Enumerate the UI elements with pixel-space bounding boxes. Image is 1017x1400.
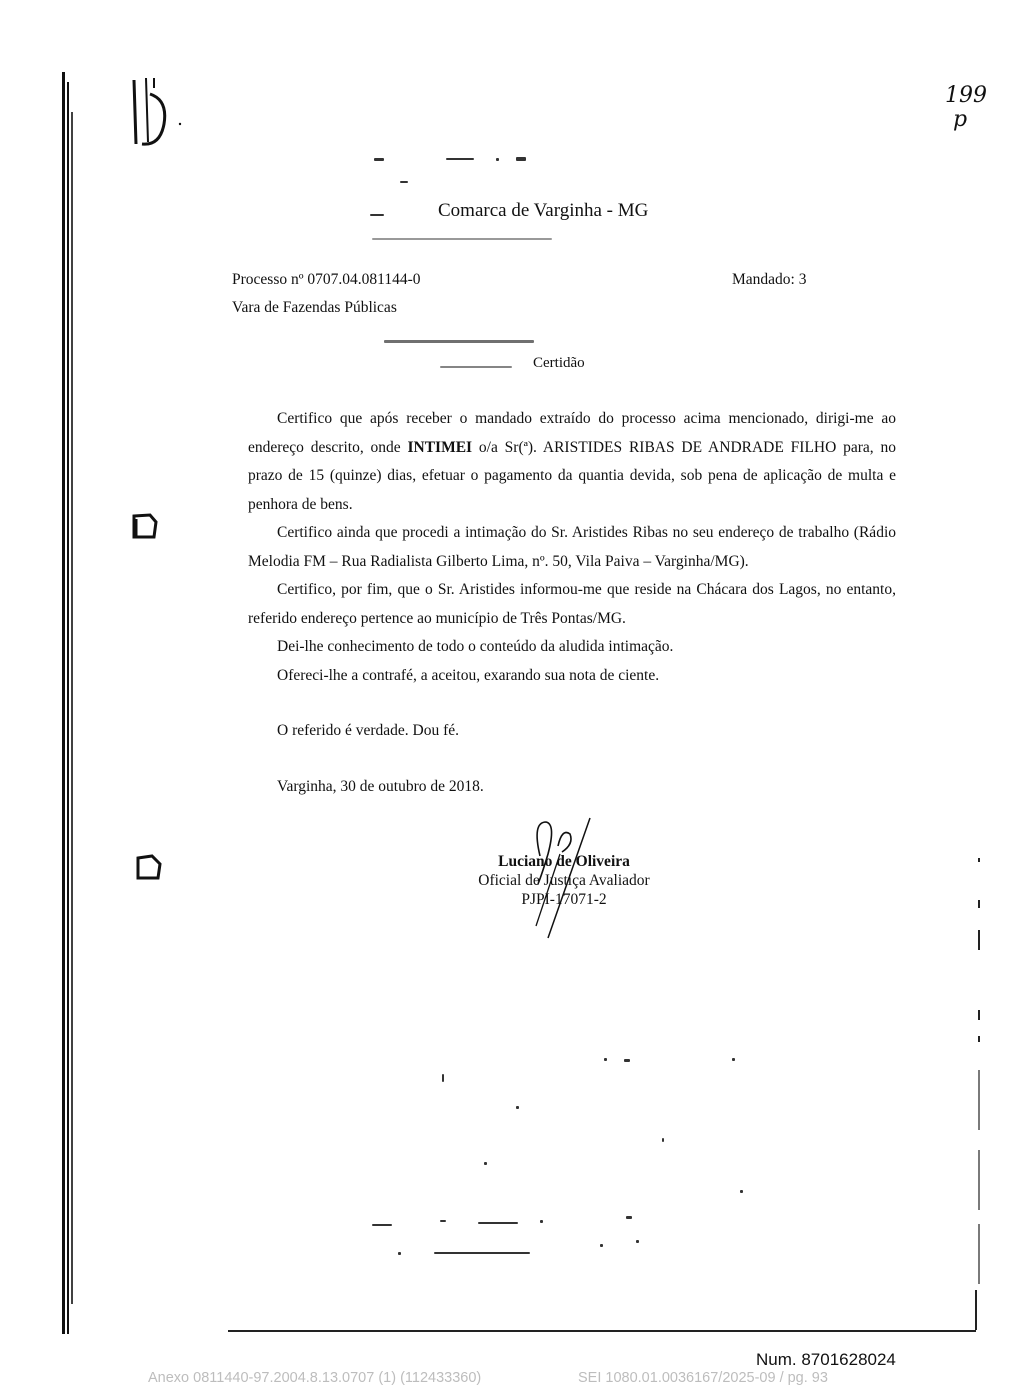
paragraph-workplace: Certifico ainda que procedi a intimação do Sr. Aristides Ribas no seu endereço de trabalho (Rádio Melodia FM – Rua Radialista Gilberto Lima, nº. 50, Vila Paiva – Varginha/MG). bbox=[248, 524, 896, 570]
scan-noise bbox=[516, 157, 526, 161]
court-heading: Comarca de Varginha - MG bbox=[438, 200, 649, 221]
scan-noise bbox=[440, 366, 512, 368]
scan-edge-speck bbox=[978, 1036, 980, 1042]
certificate-body bbox=[248, 405, 896, 801]
scan-noise bbox=[434, 1252, 530, 1254]
scan-mark-top-left bbox=[128, 74, 188, 152]
intimei-bold: INTIMEI bbox=[407, 438, 473, 456]
scan-noise bbox=[374, 158, 384, 161]
handwritten-page-number: 199 bbox=[945, 83, 987, 108]
punch-hole-mark-1 bbox=[130, 512, 160, 540]
scan-noise bbox=[400, 181, 408, 183]
signature-block bbox=[464, 852, 664, 909]
scan-noise bbox=[440, 1220, 446, 1222]
scan-noise bbox=[732, 1058, 735, 1061]
scan-noise bbox=[496, 158, 499, 161]
paragraph-intimation: Certifico que após receber o mandado extraído do processo acima mencionado, dirigi-me ao endereço descrito, onde INTIMEI o/a Sr(ª). ARISTIDES RIBAS DE ANDRADE FILHO para, no prazo de 15 (quinze) dias, efetuar o pagamento da quantia devida, sob pena de aplicação de multa e penhora de bens. bbox=[248, 410, 896, 513]
scan-edge-speck bbox=[978, 1010, 980, 1020]
paragraph-date: Varginha, 30 de outubro de 2018. bbox=[277, 777, 484, 795]
annex-reference: Anexo 0811440-97.2004.8.13.0707 (1) (112433360) bbox=[148, 1370, 482, 1386]
scan-noise bbox=[370, 214, 384, 216]
scan-noise bbox=[600, 1244, 603, 1247]
paragraph-knowledge: Dei-lhe conhecimento de todo o conteúdo da aludida intimação. bbox=[277, 638, 674, 655]
scan-noise bbox=[442, 1074, 444, 1082]
process-number: Processo nº 0707.04.081144-0 bbox=[232, 271, 421, 288]
scan-noise bbox=[540, 1220, 543, 1223]
paragraph-residence: Certifico, por fim, que o Sr. Aristides informou-me que reside na Chácara dos Lagos, no entanto, referido endereço pertence ao município de Três Pontas/MG. bbox=[248, 581, 896, 627]
punch-hole-mark-2 bbox=[134, 852, 164, 882]
paragraph-counterfaith: Ofereci-lhe a contrafé, a aceitou, exarando sua nota de ciente. bbox=[277, 666, 660, 684]
certificate-title: Certidão bbox=[533, 355, 585, 371]
scan-noise bbox=[662, 1138, 664, 1142]
scan-edge-artifact bbox=[62, 72, 74, 1334]
document-number: Num. 8701628024 bbox=[756, 1350, 896, 1369]
scan-noise bbox=[636, 1240, 639, 1243]
scan-noise bbox=[384, 340, 534, 343]
paragraph-attestation: O referido é verdade. Dou fé. bbox=[277, 722, 460, 739]
handwritten-initial: p bbox=[953, 107, 968, 132]
signer-name: Luciano de Oliveira bbox=[498, 853, 630, 870]
signer-id: PJPI-17071-2 bbox=[521, 891, 607, 908]
scan-noise bbox=[484, 1162, 487, 1165]
scan-noise bbox=[516, 1106, 519, 1109]
signer-role: Oficial de Justiça Avaliador bbox=[478, 872, 650, 889]
footer-divider bbox=[228, 1330, 976, 1332]
scan-edge-speck bbox=[978, 900, 980, 908]
scan-noise bbox=[372, 1224, 392, 1226]
sei-reference: SEI 1080.01.0036167/2025-09 / pg. 93 bbox=[578, 1370, 828, 1386]
scan-noise bbox=[604, 1058, 607, 1061]
scan-noise bbox=[478, 1222, 518, 1224]
scan-noise bbox=[446, 158, 474, 160]
scan-edge-speck bbox=[978, 1224, 980, 1284]
scan-edge-speck bbox=[975, 1290, 977, 1330]
court-division: Vara de Fazendas Públicas bbox=[232, 299, 397, 316]
warrant-number: Mandado: 3 bbox=[732, 271, 807, 288]
handwritten-page-annotation bbox=[945, 84, 1005, 132]
scan-edge-speck bbox=[978, 930, 980, 950]
scan-noise bbox=[398, 1252, 401, 1255]
scan-edge-speck bbox=[978, 858, 980, 862]
scan-noise bbox=[624, 1059, 630, 1062]
scan-edge-speck bbox=[978, 1150, 980, 1210]
scan-edge-speck bbox=[978, 1070, 980, 1130]
scan-noise bbox=[740, 1190, 743, 1193]
scan-noise bbox=[372, 238, 552, 240]
scan-noise bbox=[626, 1216, 632, 1219]
